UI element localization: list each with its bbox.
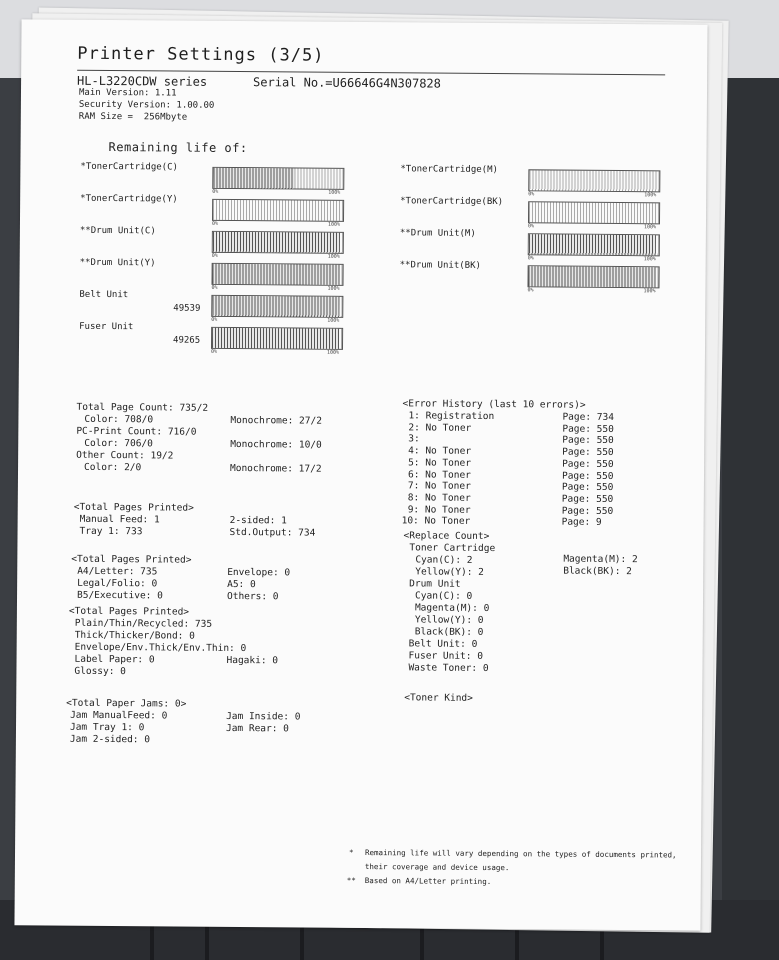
two-sided-count: 2-sided: 1: [229, 514, 287, 527]
remaining-life-label: Belt Unit: [79, 289, 129, 301]
tray-slot: [420, 925, 424, 960]
scale-max-label: 100%: [327, 221, 341, 228]
error-page: Page: 550: [561, 505, 614, 517]
remaining-life-bar-fill: [529, 234, 657, 255]
label-paper-count: Label Paper: 0: [74, 653, 155, 666]
other-count: Other Count: 19/2: [76, 449, 174, 462]
remaining-life-bar: [527, 265, 659, 288]
remaining-life-label: **Drum Unit(C): [79, 225, 156, 237]
remaining-life-label: *TonerCartridge(C): [80, 161, 178, 173]
note-2: Based on A4/Letter printing.: [364, 876, 492, 887]
jam-manual-feed: Jam ManualFeed: 0: [70, 709, 168, 722]
error-history-heading: <Error History (last 10 errors)>: [402, 398, 586, 411]
remaining-life-bar-fill: [213, 168, 294, 189]
scale-min-label: 0%: [212, 188, 219, 195]
scale-max-label: 100%: [328, 189, 341, 196]
a5-count: A5: 0: [227, 578, 256, 591]
paper-jams-heading: <Total Paper Jams: 0>: [66, 697, 187, 710]
error-page: Page: 734: [562, 411, 614, 423]
jam-inside: Jam Inside: 0: [226, 710, 301, 723]
replace-toner-cyan: Cyan(C): 2: [415, 554, 473, 566]
replace-toner-black: Black(BK): 2: [563, 565, 632, 578]
remaining-life-bar: [528, 233, 660, 256]
remaining-life-bar: [211, 295, 343, 318]
scale-max-label: 100%: [643, 256, 656, 263]
remaining-life-heading: Remaining life of:: [108, 140, 248, 156]
tray-slot: [205, 925, 209, 960]
error-page: Page: 550: [562, 434, 614, 447]
scale-min-label: 0%: [527, 223, 535, 230]
error-page: Page: 550: [562, 446, 614, 459]
note-1-mark: *: [349, 847, 354, 857]
error-entry: 10: No Toner: [401, 515, 471, 528]
remaining-life-bar: [211, 263, 343, 286]
tray-slot: [300, 925, 304, 960]
scale-min-label: 0%: [211, 284, 218, 291]
tray-slot: [515, 925, 519, 960]
error-page: Page: 550: [562, 458, 614, 470]
remaining-life-label: Fuser Unit: [79, 321, 134, 333]
hagaki-count: Hagaki: 0: [226, 654, 279, 667]
remaining-life-label: **Drum Unit(M): [399, 228, 476, 239]
remaining-life-bar-fill: [212, 296, 340, 317]
other-monochrome-count: Monochrome: 17/2: [230, 462, 322, 475]
replace-waste-toner: Waste Toner: 0: [408, 662, 489, 675]
note-1-line-1: Remaining life will vary depending on the types of documents printed,: [364, 848, 677, 860]
note-1-line-2: their coverage and device usage.: [364, 862, 510, 873]
remaining-life-count: 49539: [173, 303, 201, 314]
error-page: Page: 550: [561, 493, 614, 505]
manual-feed-count: Manual Feed: 1: [79, 513, 160, 526]
replace-drum-magenta: Magenta(M): 0: [414, 602, 490, 615]
std-output-count: Std.Output: 734: [229, 526, 316, 539]
error-entry: 5: No Toner: [408, 457, 472, 469]
legal-folio-count: Legal/Folio: 0: [77, 577, 158, 590]
replace-toner-magenta: Magenta(M): 2: [563, 553, 638, 566]
scale-min-label: 0%: [527, 255, 534, 262]
replace-count-heading: <Replace Count>: [403, 530, 490, 543]
toner-cartridge-heading: Toner Cartridge: [409, 542, 496, 555]
envelope-count: Envelope: 0: [227, 566, 291, 579]
page-title: Printer Settings (3/5): [77, 43, 325, 66]
remaining-life-bar-fill: [212, 264, 340, 285]
total-page-count: Total Page Count: 735/2: [76, 401, 209, 414]
others-count: Others: 0: [226, 590, 279, 603]
replace-fuser-unit: Fuser Unit: 0: [408, 650, 483, 662]
scale-min-label: 0%: [211, 252, 218, 259]
scale-min-label: 0%: [211, 220, 219, 227]
remaining-life-bar: [211, 327, 343, 350]
pc-print-count: PC-Print Count: 716/0: [76, 425, 197, 438]
jam-two-sided: Jam 2-sided: 0: [69, 733, 151, 746]
scale-max-label: 100%: [643, 224, 657, 231]
replace-toner-yellow: Yellow(Y): 2: [415, 566, 484, 578]
scale-max-label: 100%: [643, 288, 656, 295]
remaining-life-label: **Drum Unit(Y): [79, 257, 156, 269]
remaining-life-bar: [212, 231, 344, 254]
error-page: Page: 550: [562, 423, 614, 435]
replace-belt-unit: Belt Unit: 0: [408, 638, 478, 650]
glossy-count: Glossy: 0: [74, 665, 126, 678]
remaining-life-bar: [528, 169, 660, 192]
printout-page: [14, 19, 707, 930]
pc-color-count: Color: 706/0: [84, 437, 153, 450]
model-name: HL-L3220CDW series: [77, 73, 208, 89]
scale-max-label: 100%: [644, 192, 657, 199]
error-entry: 6: No Toner: [407, 468, 471, 481]
jam-rear: Jam Rear: 0: [225, 722, 289, 735]
scale-min-label: 0%: [527, 287, 534, 294]
monochrome-count: Monochrome: 27/2: [230, 414, 322, 427]
error-page: Page: 550: [561, 481, 614, 494]
scale-max-label: 100%: [327, 253, 340, 260]
error-entry: 3:: [408, 433, 420, 445]
remaining-life-bar-fill: [212, 328, 340, 349]
total-pages-heading-3: <Total Pages Printed>: [68, 605, 190, 618]
security-version: Security Version: 1.00.00: [78, 99, 215, 111]
remaining-life-count: 49265: [173, 335, 201, 346]
scale-max-label: 100%: [327, 317, 340, 324]
replace-drum-cyan: Cyan(C): 0: [415, 590, 473, 602]
scale-max-label: 100%: [327, 285, 340, 292]
total-pages-heading-2: <Total Pages Printed>: [71, 553, 192, 566]
thick-paper-count: Thick/Thicker/Bond: 0: [74, 629, 195, 642]
remaining-life-bar-fill: [213, 232, 341, 253]
error-page: Page: 9: [561, 516, 602, 529]
error-page: Page: 550: [561, 470, 614, 482]
remaining-life-bar-fill: [528, 266, 656, 287]
error-entry: 7: No Toner: [407, 480, 471, 493]
printer-side: [722, 78, 779, 960]
b5-executive-count: B5/Executive: 0: [77, 589, 163, 602]
scale-max-label: 100%: [326, 349, 340, 356]
ram-size: RAM Size = 256Mbyte: [78, 111, 188, 123]
error-entry: 2: No Toner: [408, 422, 472, 434]
note-2-mark: **: [346, 875, 356, 885]
remaining-life-label: **Drum Unit(BK): [399, 260, 481, 271]
error-entry: 8: No Toner: [407, 492, 471, 504]
envelope-type-count: Envelope/Env.Thick/Env.Thin: 0: [74, 641, 247, 655]
remaining-life-bar: [212, 199, 344, 222]
pc-monochrome-count: Monochrome: 10/0: [230, 438, 322, 451]
color-count: Color: 708/0: [84, 413, 154, 426]
scale-min-label: 0%: [210, 348, 218, 355]
tray-slot: [150, 925, 154, 960]
toner-kind-heading: <Toner Kind>: [404, 692, 473, 704]
plain-paper-count: Plain/Thin/Recycled: 735: [74, 617, 213, 630]
total-pages-heading-1: <Total Pages Printed>: [73, 501, 194, 514]
drum-unit-heading: Drum Unit: [409, 578, 461, 590]
a4-letter-count: A4/Letter: 735: [77, 565, 158, 578]
tray1-count: Tray 1: 733: [79, 525, 143, 538]
jam-tray1: Jam Tray 1: 0: [69, 721, 145, 734]
remaining-life-bar: [212, 167, 344, 190]
main-version: Main Version: 1.11: [78, 87, 177, 99]
error-entry: 4: No Toner: [408, 445, 472, 457]
scale-min-label: 0%: [211, 316, 218, 323]
remaining-life-label: *TonerCartridge(BK): [400, 196, 504, 208]
serial-number: Serial No.=U66646G4N307828: [253, 75, 441, 91]
remaining-life-label: *TonerCartridge(Y): [80, 193, 178, 205]
remaining-life-label: *TonerCartridge(M): [400, 164, 498, 176]
other-color-count: Color: 2/0: [84, 461, 142, 474]
remaining-life-bar: [528, 201, 660, 224]
error-entry: 1: Registration: [408, 410, 495, 423]
replace-drum-black: Black(BK): 0: [414, 626, 484, 638]
replace-drum-yellow: Yellow(Y): 0: [414, 614, 484, 626]
scale-min-label: 0%: [528, 191, 535, 198]
error-entry: 9: No Toner: [407, 503, 471, 516]
